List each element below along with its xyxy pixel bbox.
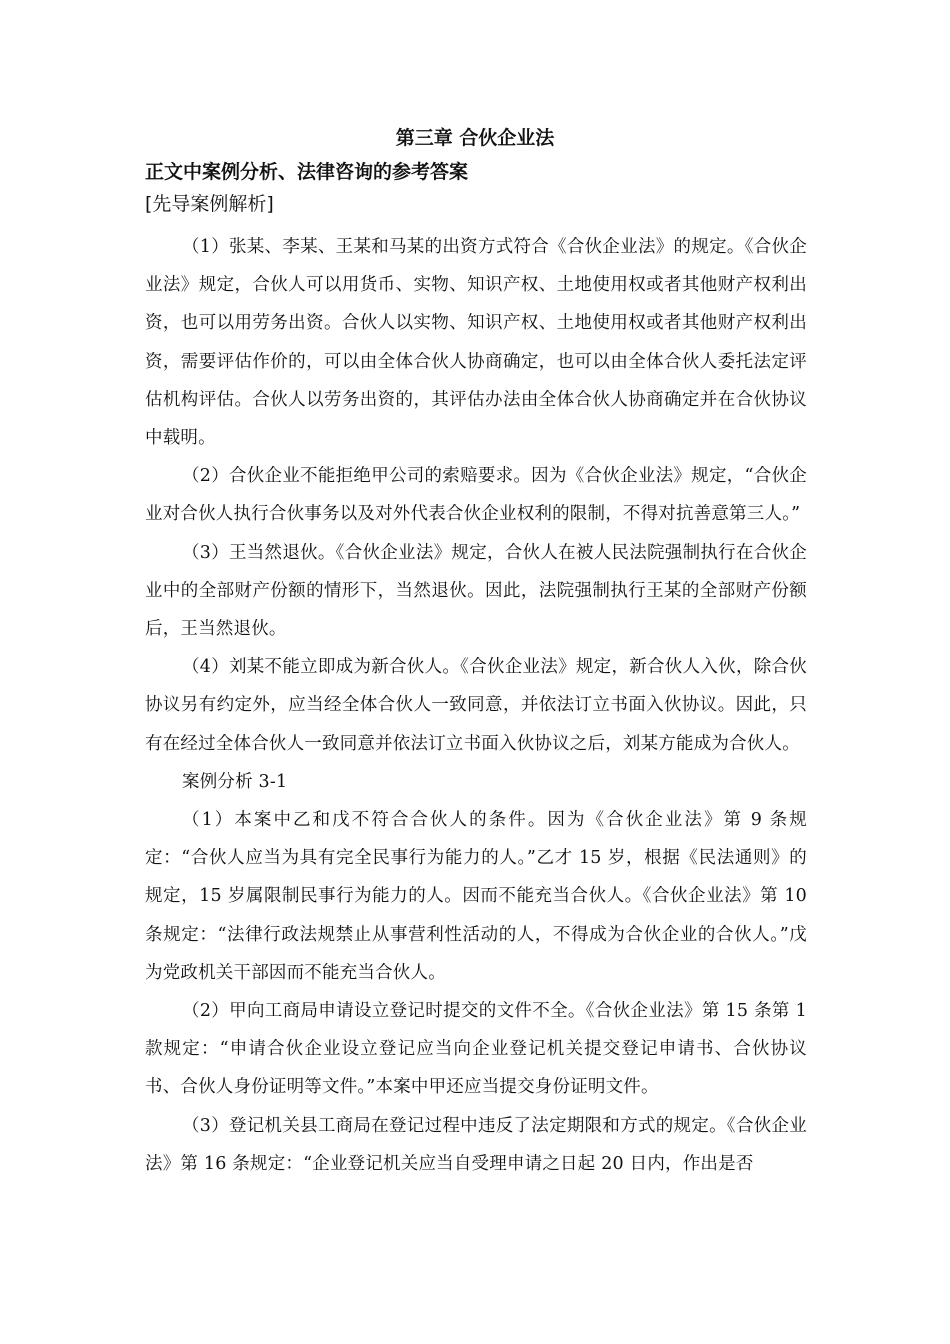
paragraph-answer-2: （2）合伙企业不能拒绝甲公司的索赔要求。因为《合伙企业法》规定，“合伙企业对合伙人执行合伙事务以及对外代表合伙企业权利的限制，不得对抗善意第三人。” [145,466,807,525]
document-body [145,228,807,1183]
paragraph-answer-1: （1）张某、李某、王某和马某的出资方式符合《合伙企业法》的规定。《合伙企业法》规定，合伙人可以用货币、实物、知识产权、土地使用权或者其他财产权利出资，也可以用劳务出资。合伙人以实物、知识产权、土地使用权或者其他财产权利出资，需要评估作价的，可以由全体合伙人协商确定，也可以由全体合伙人委托法定评估机构评估。合伙人以劳务出资的，其评估办法由全体合伙人协商确定并在合伙协议中载明。 [145,237,807,449]
section-heading: [先导案例解析] [145,193,274,215]
paragraph-answer-4: （4）刘某不能立即成为新合伙人。《合伙企业法》规定，新合伙人入伙，除合伙协议另有约定外，应当经全体合伙人一致同意，并依法订立书面入伙协议。因此，只有在经过全体合伙人一致同意并依法订立书面入伙协议之后，刘某方能成为合伙人。 [145,657,807,754]
paragraph-case-3: （3）登记机关县工商局在登记过程中违反了法定期限和方式的规定。《合伙企业法》第 16 条规定：“企业登记机关应当自受理申请之日起 20 日内，作出是否 [145,1115,807,1174]
case-analysis-heading: 案例分析 3-1 [182,771,288,792]
paragraph-case-2: （2）甲向工商局申请设立登记时提交的文件不全。《合伙企业法》第 15 条第 1 款规定：“申请合伙企业设立登记应当向企业登记机关提交登记申请书、合伙协议书、合伙人身份证明等文件。”本案中甲还应当提交身份证明文件。 [145,1001,807,1098]
paragraph-case-1: （1）本案中乙和戊不符合合伙人的条件。因为《合伙企业法》第 9 条规定：“合伙人应当为具有完全民事行为能力的人。”乙才 15 岁，根据《民法通则》的规定，15 岁属限制民事行为能力的人。因而不能充当合伙人。《合伙企业法》第 10 条规定：“法律行政法规禁止从事营利性活动的人，不得成为合伙企业的合伙人。”戊为党政机关干部因而不能充当合伙人。 [145,810,807,983]
document-subtitle: 正文中案例分析、法律咨询的参考答案 [145,161,469,183]
chapter-title: 第三章 合伙企业法 [395,127,555,149]
paragraph-answer-3: （3）王当然退伙。《合伙企业法》规定，合伙人在被人民法院强制执行在合伙企业中的全部财产份额的情形下，当然退伙。因此，法院强制执行王某的全部财产份额后，王当然退伙。 [145,542,807,640]
